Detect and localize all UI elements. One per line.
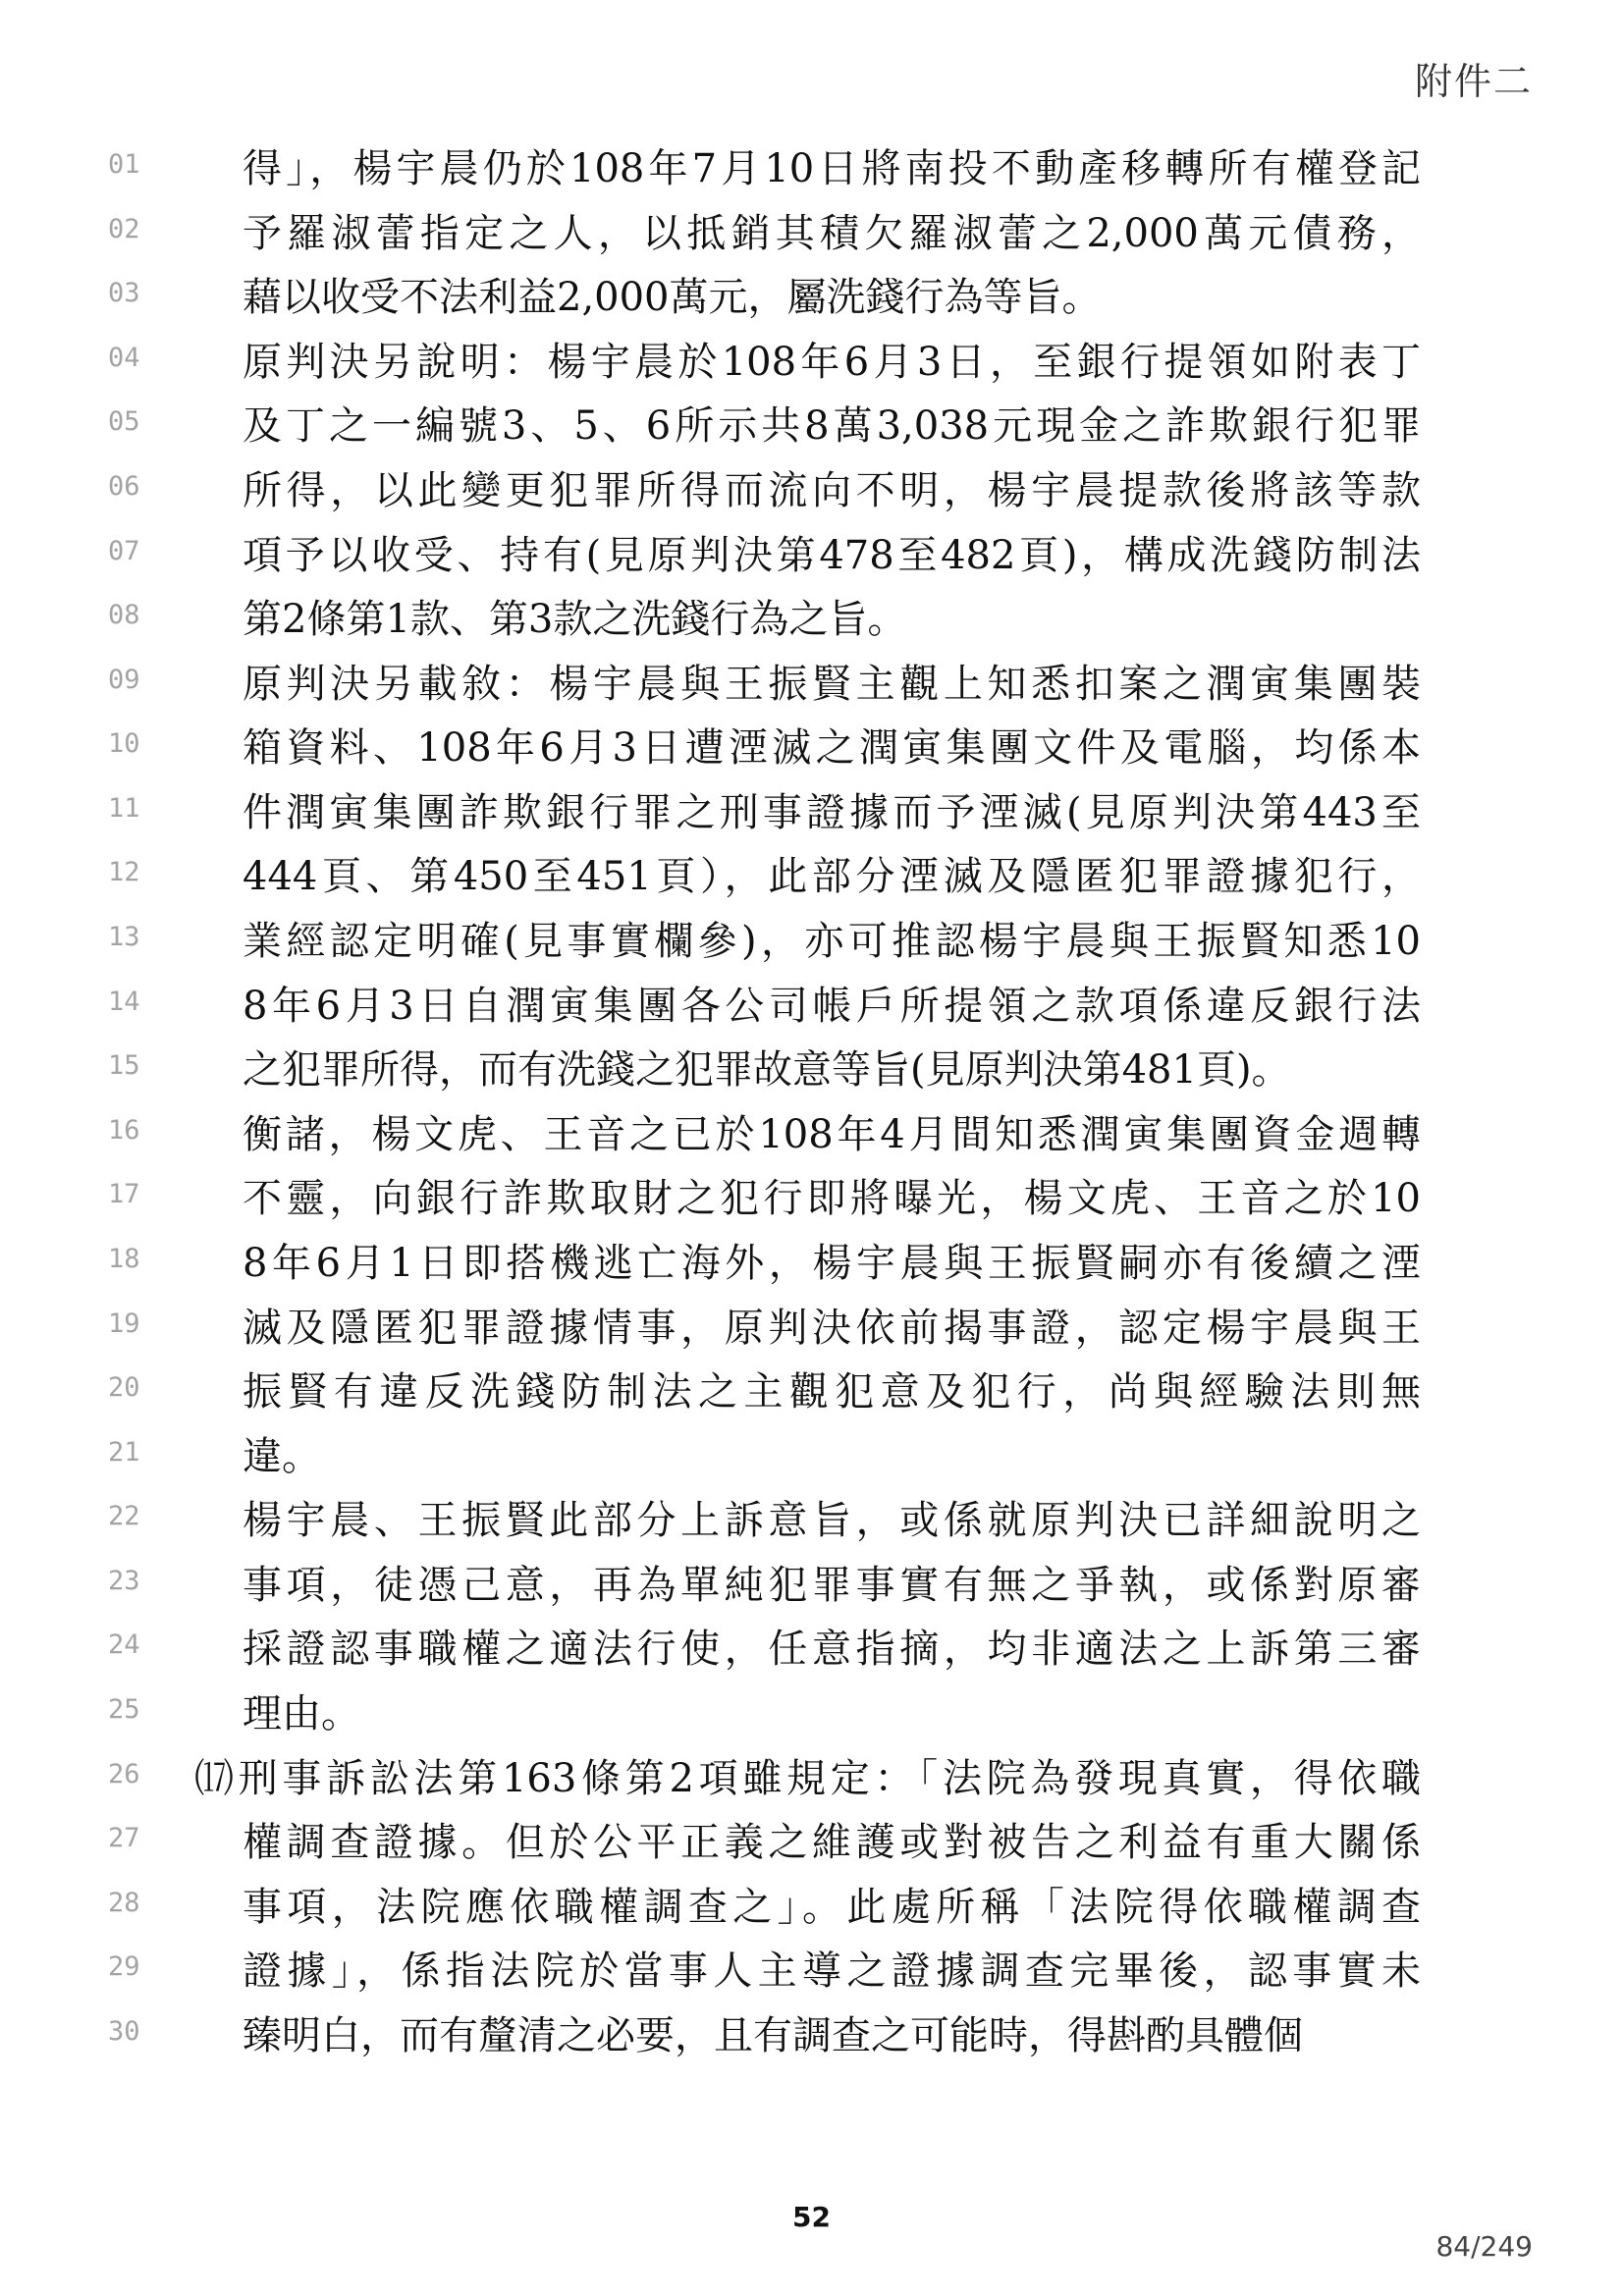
document-line (0, 1497, 1623, 1556)
line-text: 予羅淑蕾指定之人，以抵銷其積欠羅淑蕾之2,000萬元債務， (243, 211, 1421, 256)
line-text: 權調查證據。但於公平正義之維護或對被告之利益有重大關係 (243, 1820, 1421, 1865)
line-text: 振賢有違反洗錢防制法之主觀犯意及犯行，尚與經驗法則無 (243, 1369, 1421, 1415)
line-text: 不靈，向銀行詐欺取財之犯行即將曝光，楊文虎、王音之於10 (243, 1176, 1421, 1221)
document-line (0, 1433, 1623, 1492)
annex-label: 附件二 (1414, 60, 1533, 103)
line-text: 得」，楊宇晨仍於108年7月10日將南投不動產移轉所有權登記 (243, 146, 1421, 191)
line-text: 箱資料、108年6月3日遭湮滅之潤寅集團文件及電腦，均係本 (243, 725, 1421, 771)
line-number: 07 (108, 536, 140, 566)
line-number: 03 (108, 278, 140, 308)
line-text: 原判決另說明：楊宇晨於108年6月3日，至銀行提領如附表丁 (243, 340, 1421, 385)
line-number: 18 (108, 1244, 140, 1274)
line-number: 22 (108, 1501, 140, 1531)
document-line (0, 1626, 1623, 1684)
document-line (0, 1948, 1623, 2006)
line-text: 違。 (243, 1434, 321, 1479)
line-number: 13 (108, 922, 140, 952)
line-number: 25 (108, 1694, 140, 1725)
document-line (0, 1755, 1623, 1814)
document-line (0, 402, 1623, 461)
page-number: 52 (792, 2201, 831, 2233)
page-count: 84/249 (1435, 2230, 1533, 2263)
line-text: 之犯罪所得，而有洗錢之犯罪故意等旨(見原判決第481頁)。 (243, 1047, 1291, 1093)
line-number: 27 (108, 1823, 140, 1853)
line-text: 採證認事職權之適法行使，任意指摘，均非適法之上訴第三審 (243, 1627, 1421, 1672)
line-number: 28 (108, 1888, 140, 1918)
line-number: 30 (108, 2016, 140, 2047)
document-line (0, 1305, 1623, 1363)
document-line (0, 1111, 1623, 1170)
line-text: 8年6月3日自潤寅集團各公司帳戶所提領之款項係違反銀行法 (243, 984, 1421, 1029)
line-number: 14 (108, 987, 140, 1017)
line-text: 事項，法院應依職權調查之」。此處所稱「法院得依職權調查 (243, 1885, 1421, 1930)
document-line (0, 1175, 1623, 1234)
line-text: 及丁之一編號3、5、6所示共8萬3,038元現金之詐欺銀行犯罪 (243, 403, 1421, 449)
line-number: 01 (108, 149, 140, 180)
line-text: 藉以收受不法利益2,000萬元，屬洗錢行為等旨。 (243, 275, 1102, 320)
document-line (0, 1240, 1623, 1299)
line-number: 11 (108, 793, 140, 824)
line-number: 19 (108, 1308, 140, 1339)
document-line (0, 1884, 1623, 1943)
document-line (0, 532, 1623, 591)
line-text: 楊宇晨、王振賢此部分上訴意旨，或係就原判決已詳細說明之 (243, 1498, 1421, 1543)
line-number: 23 (108, 1566, 140, 1596)
line-text: 原判決另載敘：楊宇晨與王振賢主觀上知悉扣案之潤寅集團裝 (243, 662, 1421, 707)
document-line (0, 918, 1623, 977)
line-text: 理由。 (243, 1691, 360, 1736)
line-text: 業經認定明確(見事實欄參)，亦可推認楊宇晨與王振賢知悉10 (243, 919, 1421, 964)
line-text: 444頁、第450至451頁），此部分湮滅及隱匿犯罪證據犯行， (243, 854, 1421, 899)
line-text: 所得，以此變更犯罪所得而流向不明，楊宇晨提款後將該等款 (243, 468, 1421, 513)
line-text: 衡諸，楊文虎、王音之已於108年4月間知悉潤寅集團資金週轉 (243, 1112, 1421, 1157)
line-text: 項予以收受、持有(見原判決第478至482頁)，構成洗錢防制法 (243, 533, 1421, 578)
document-line (0, 983, 1623, 1041)
line-number: 17 (108, 1179, 140, 1209)
document-line (0, 467, 1623, 526)
document-line (0, 789, 1623, 848)
document-line (0, 724, 1623, 783)
document-line (0, 339, 1623, 398)
line-number: 02 (108, 214, 140, 244)
line-number: 15 (108, 1050, 140, 1081)
line-number: 20 (108, 1372, 140, 1403)
line-text: 8年6月1日即搭機逃亡海外，楊宇晨與王振賢嗣亦有後續之湮 (243, 1241, 1421, 1286)
line-number: 05 (108, 406, 140, 437)
line-number: 10 (108, 728, 140, 759)
line-text: ⒄刑事訴訟法第163條第2項雖規定：「法院為發現真實，得依職 (194, 1756, 1421, 1801)
document-line (0, 210, 1623, 269)
line-text: 件潤寅集團詐欺銀行罪之刑事證據而予湮滅(見原判決第443至 (243, 790, 1421, 835)
line-text: 證據」，係指法院於當事人主導之證據調查完畢後，認事實未 (243, 1949, 1421, 1994)
line-number: 09 (108, 665, 140, 695)
line-number: 24 (108, 1629, 140, 1660)
document-line (0, 661, 1623, 720)
document-line (0, 1046, 1623, 1105)
line-number: 08 (108, 600, 140, 630)
line-text: 事項，徒憑己意，再為單純犯罪事實有無之爭執，或係對原審 (243, 1563, 1421, 1608)
line-number: 04 (108, 343, 140, 373)
line-number: 12 (108, 857, 140, 887)
document-line (0, 2012, 1623, 2071)
document-line (0, 1819, 1623, 1878)
document-line (0, 1562, 1623, 1621)
line-text: 第2條第1款、第3款之洗錢行為之旨。 (243, 597, 907, 642)
document-line (0, 1690, 1623, 1749)
line-text: 臻明白，而有釐清之必要，且有調查之可能時，得斟酌具體個 (243, 2013, 1303, 2058)
line-number: 29 (108, 1951, 140, 1982)
document-line (0, 274, 1623, 333)
line-text: 滅及隱匿犯罪證據情事，原判決依前揭事證，認定楊宇晨與王 (243, 1306, 1421, 1351)
line-number: 26 (108, 1759, 140, 1789)
line-number: 21 (108, 1437, 140, 1468)
document-line (0, 1368, 1623, 1427)
document-line (0, 853, 1623, 912)
document-line (0, 145, 1623, 204)
document-line (0, 596, 1623, 655)
line-number: 16 (108, 1115, 140, 1146)
line-number: 06 (108, 471, 140, 502)
